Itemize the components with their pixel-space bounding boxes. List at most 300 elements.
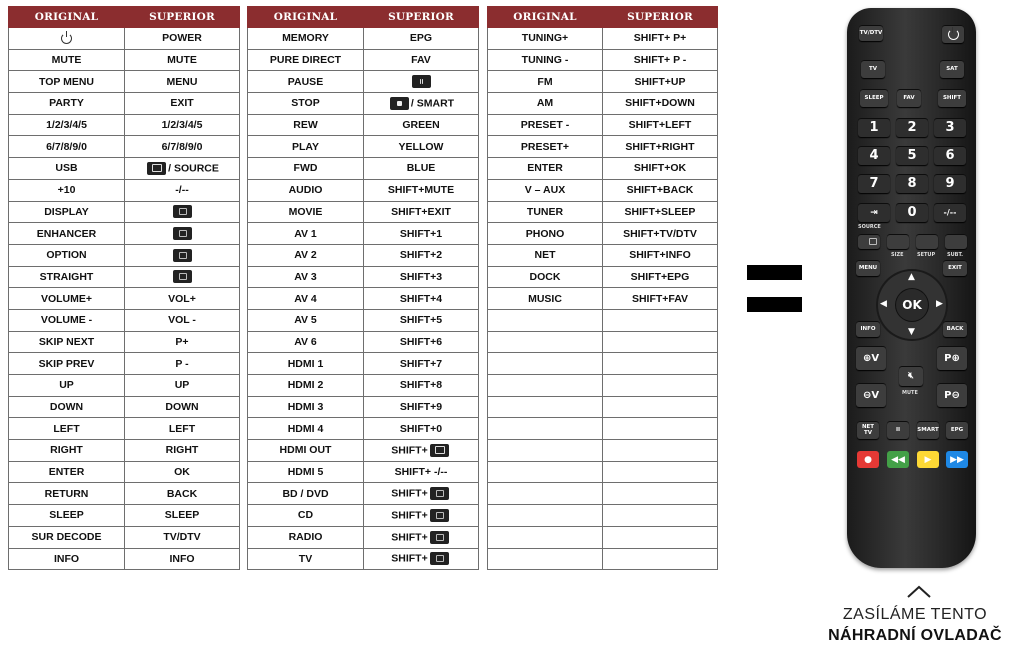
- epg-button: EPG: [946, 421, 968, 439]
- superior-cell: [603, 526, 718, 548]
- table-row: [9, 136, 240, 158]
- original-cell-text: TUNER: [526, 205, 564, 218]
- original-cell-text: TOP MENU: [38, 75, 95, 88]
- original-cell: [248, 49, 364, 71]
- superior-cell-text: TV/DTV: [163, 531, 201, 544]
- superior-cell-text: SHIFT+: [391, 487, 428, 500]
- original-cell: [488, 418, 603, 440]
- original-cell-text: ENHANCER: [36, 227, 97, 240]
- table-row: [488, 114, 718, 136]
- original-cell-text: DISPLAY: [44, 205, 89, 218]
- table-row: [248, 396, 479, 418]
- original-cell: [488, 71, 603, 93]
- superior-cell: [125, 505, 240, 527]
- original-cell: [9, 71, 125, 93]
- original-cell: [248, 353, 364, 375]
- original-cell: [248, 158, 364, 180]
- table-row: [488, 244, 718, 266]
- original-cell-text: OPTION: [46, 249, 87, 262]
- superior-cell: [364, 375, 479, 397]
- superior-cell-text: POWER: [162, 32, 202, 45]
- superior-cell: [603, 309, 718, 331]
- superior-cell: [125, 93, 240, 115]
- original-cell-text: CD: [297, 509, 314, 522]
- superior-cell-text: UP: [174, 379, 190, 392]
- original-cell-text: 6/7/8/9/0: [46, 140, 87, 153]
- pause-key-icon: [412, 75, 431, 88]
- table-row: [9, 440, 240, 462]
- table-row: [248, 266, 479, 288]
- superior-cell: [125, 483, 240, 505]
- table-row: [248, 28, 479, 50]
- superior-cell: [603, 28, 718, 50]
- original-cell-text: ENTER: [527, 162, 563, 175]
- table-row: [248, 49, 479, 71]
- superior-cell: [603, 136, 718, 158]
- table-row: [488, 526, 718, 548]
- superior-cell: [364, 93, 479, 115]
- superior-cell: [603, 158, 718, 180]
- setup-key-icon: [173, 249, 192, 262]
- table-row: [248, 244, 479, 266]
- table-row: [488, 288, 718, 310]
- table-row: [248, 179, 479, 201]
- superior-cell: [364, 201, 479, 223]
- original-cell: [488, 505, 603, 527]
- original-cell-text: PHONO: [525, 227, 565, 240]
- original-cell-text: NET: [534, 249, 556, 262]
- original-cell: [248, 440, 364, 462]
- original-cell: [248, 309, 364, 331]
- pause-button: II: [887, 421, 909, 439]
- size-key-icon: [430, 509, 449, 522]
- table-row: [488, 548, 718, 570]
- superior-cell: [603, 396, 718, 418]
- superior-cell: [125, 223, 240, 245]
- superior-cell: [125, 266, 240, 288]
- original-cell: [9, 114, 125, 136]
- dash-button: -/--: [934, 203, 966, 222]
- original-cell-text: SKIP NEXT: [38, 335, 95, 348]
- superior-cell: [125, 461, 240, 483]
- original-cell-text: HDMI 3: [287, 401, 324, 414]
- original-cell: [248, 526, 364, 548]
- fav-button: FAV: [897, 89, 921, 107]
- num-9-button: 9: [934, 174, 966, 193]
- original-cell: [248, 505, 364, 527]
- superior-cell: [125, 114, 240, 136]
- original-cell: [9, 28, 125, 50]
- menu-button: MENU: [856, 260, 880, 276]
- original-cell: [9, 223, 125, 245]
- original-cell-text: V – AUX: [524, 184, 566, 197]
- table-row: [248, 440, 479, 462]
- sat-button: SAT: [940, 60, 964, 78]
- table-row: [248, 93, 479, 115]
- display-button: [858, 234, 880, 249]
- superior-cell: [125, 201, 240, 223]
- superior-cell: [364, 28, 479, 50]
- original-cell: [248, 136, 364, 158]
- blue-button: ▶▶: [946, 451, 968, 468]
- original-cell: [488, 331, 603, 353]
- table-row: [248, 526, 479, 548]
- original-cell: [488, 375, 603, 397]
- original-cell-text: RADIO: [288, 531, 323, 544]
- superior-cell-text: SHIFT+ P -: [633, 54, 687, 67]
- sleep-button: SLEEP: [860, 89, 888, 107]
- original-cell: [248, 93, 364, 115]
- superior-cell-text: SHIFT+LEFT: [628, 119, 692, 132]
- mapping-table-1: [8, 6, 240, 570]
- original-cell: [488, 309, 603, 331]
- original-cell: [488, 223, 603, 245]
- table-row: [9, 114, 240, 136]
- original-cell-text: MUSIC: [528, 292, 562, 305]
- superior-cell: [125, 353, 240, 375]
- original-cell: [488, 526, 603, 548]
- table-row: [488, 179, 718, 201]
- superior-cell: [125, 28, 240, 50]
- remote-control-image: [847, 8, 976, 568]
- header-superior: SUPERIOR: [603, 7, 718, 28]
- superior-cell-text: SHIFT+UP: [634, 75, 686, 88]
- original-cell: [248, 114, 364, 136]
- back-button: BACK: [943, 321, 967, 337]
- original-cell-text: VOLUME+: [40, 292, 93, 305]
- caption-line-2: NÁHRADNÍ OVLADAČ: [828, 627, 1002, 644]
- table-row: [488, 483, 718, 505]
- superior-cell-text: EXIT: [170, 97, 194, 110]
- subtitle-key-icon: [430, 552, 449, 565]
- superior-cell: [603, 114, 718, 136]
- original-cell-text: AV 5: [294, 314, 317, 327]
- original-cell: [488, 483, 603, 505]
- table-row: [488, 418, 718, 440]
- table-row: [248, 136, 479, 158]
- superior-cell-text: SHIFT+8: [399, 379, 443, 392]
- original-cell-text: SKIP PREV: [38, 357, 95, 370]
- superior-cell: [603, 179, 718, 201]
- superior-cell-text: RIGHT: [165, 444, 199, 457]
- original-cell-text: PURE DIRECT: [269, 54, 342, 67]
- original-cell: [488, 114, 603, 136]
- superior-cell-text: SHIFT+1: [399, 227, 443, 240]
- superior-cell-text: / SMART: [410, 97, 455, 110]
- table-row: [9, 418, 240, 440]
- superior-cell: [125, 440, 240, 462]
- table-row: [9, 179, 240, 201]
- green-button: ◀◀: [887, 451, 909, 468]
- superior-cell-text: 6/7/8/9/0: [161, 140, 203, 153]
- table-row: [488, 71, 718, 93]
- superior-cell: [603, 483, 718, 505]
- superior-cell: [125, 331, 240, 353]
- table-row: [9, 158, 240, 180]
- table-row: [9, 266, 240, 288]
- power-icon: [948, 29, 959, 40]
- original-cell: [488, 93, 603, 115]
- down-arrow-icon: ▼: [908, 327, 915, 337]
- source-icon: [147, 162, 166, 175]
- superior-cell-text: P+: [175, 335, 189, 348]
- superior-cell: [125, 158, 240, 180]
- superior-cell-text: SHIFT+5: [399, 314, 443, 327]
- original-cell-text: STOP: [291, 97, 320, 110]
- original-cell-text: AV 1: [294, 227, 317, 240]
- superior-cell: [603, 223, 718, 245]
- mute-button: [899, 366, 923, 386]
- original-cell: [248, 331, 364, 353]
- original-cell: [9, 266, 125, 288]
- up-arrow-icon: ▲: [908, 272, 915, 282]
- original-cell: [9, 288, 125, 310]
- superior-cell: [364, 483, 479, 505]
- table-row: [9, 244, 240, 266]
- superior-cell: [603, 266, 718, 288]
- original-cell: [248, 548, 364, 570]
- num-4-button: 4: [858, 146, 890, 165]
- original-cell: [9, 353, 125, 375]
- net-tv-button: NET TV: [857, 421, 879, 439]
- superior-cell-text: SHIFT+0: [399, 422, 443, 435]
- table-row: [488, 396, 718, 418]
- original-cell: [248, 223, 364, 245]
- original-cell-text: DOCK: [529, 270, 561, 283]
- original-cell: [248, 179, 364, 201]
- original-cell-text: HDMI 1: [287, 357, 324, 370]
- superior-cell-text: SHIFT+3: [399, 270, 443, 283]
- superior-cell: [125, 548, 240, 570]
- original-cell: [9, 49, 125, 71]
- chevron-up-icon: [906, 585, 932, 599]
- header-original: ORIGINAL: [248, 7, 364, 28]
- superior-cell: [603, 461, 718, 483]
- original-cell-text: HDMI OUT: [279, 444, 332, 457]
- source-button: [858, 203, 890, 222]
- info-button: INFO: [856, 321, 880, 337]
- original-cell-text: INFO: [53, 552, 80, 565]
- original-cell: [248, 266, 364, 288]
- superior-cell: [364, 526, 479, 548]
- setup-key-icon: [430, 531, 449, 544]
- original-cell: [9, 505, 125, 527]
- original-cell: [9, 201, 125, 223]
- table-row: [9, 461, 240, 483]
- original-cell: [488, 201, 603, 223]
- table-row: [248, 353, 479, 375]
- num-1-button: 1: [858, 118, 890, 137]
- original-cell: [488, 136, 603, 158]
- superior-cell: [364, 244, 479, 266]
- original-cell-text: STRAIGHT: [39, 270, 94, 283]
- superior-cell: [364, 114, 479, 136]
- smart-button: SMART: [917, 421, 939, 439]
- red-button: ●: [857, 451, 879, 468]
- table-row: [488, 136, 718, 158]
- table-row: [248, 548, 479, 570]
- superior-cell-text: SHIFT+7: [399, 357, 443, 370]
- original-cell: [488, 461, 603, 483]
- size-button: [887, 234, 909, 249]
- superior-cell: [364, 49, 479, 71]
- superior-cell-text: SLEEP: [164, 509, 200, 522]
- original-cell-text: MOVIE: [288, 205, 323, 218]
- table-row: [9, 505, 240, 527]
- original-cell-text: AV 2: [294, 249, 317, 262]
- superior-cell: [364, 331, 479, 353]
- superior-cell-text: SHIFT+OK: [633, 162, 687, 175]
- superior-cell: [364, 396, 479, 418]
- superior-cell: [603, 418, 718, 440]
- table-row: [488, 28, 718, 50]
- original-cell-text: VOLUME -: [40, 314, 93, 327]
- superior-cell: [125, 309, 240, 331]
- original-cell-text: ENTER: [48, 466, 85, 479]
- superior-cell-text: VOL+: [168, 292, 196, 305]
- header-original: ORIGINAL: [9, 7, 125, 28]
- original-cell-text: REW: [293, 119, 318, 132]
- mapping-table-3: [487, 6, 718, 570]
- stop-key-icon: [390, 97, 409, 110]
- table-row: [248, 483, 479, 505]
- table-row: [9, 375, 240, 397]
- left-arrow-icon: ◀: [880, 299, 887, 309]
- original-cell: [248, 201, 364, 223]
- table-row: [9, 396, 240, 418]
- source-icon: [430, 444, 449, 457]
- mapping-table-2: [247, 6, 479, 570]
- superior-cell-text: DOWN: [165, 401, 199, 414]
- yellow-button: ▶: [917, 451, 939, 468]
- superior-cell: [364, 505, 479, 527]
- superior-cell: [364, 288, 479, 310]
- original-cell-text: AM: [536, 97, 554, 110]
- original-cell-text: AV 4: [294, 292, 317, 305]
- superior-cell: [603, 375, 718, 397]
- superior-cell-text: SHIFT+: [391, 530, 428, 543]
- superior-cell: [603, 71, 718, 93]
- source-icon: ⇥: [870, 207, 878, 218]
- superior-cell-text: SHIFT+DOWN: [625, 97, 695, 110]
- table-row: [488, 505, 718, 527]
- superior-cell-text: INFO: [169, 552, 195, 565]
- superior-cell: [364, 71, 479, 93]
- header-superior: SUPERIOR: [364, 7, 479, 28]
- original-cell-text: PAUSE: [287, 75, 324, 88]
- superior-cell-text: EPG: [409, 32, 433, 45]
- original-cell-text: HDMI 5: [287, 466, 324, 479]
- subt-label: SUBT.: [947, 252, 964, 258]
- original-cell-text: FM: [537, 75, 553, 88]
- superior-cell-text: SHIFT+MUTE: [387, 184, 455, 197]
- superior-cell: [603, 505, 718, 527]
- original-cell-text: AV 3: [294, 270, 317, 283]
- original-cell-text: PRESET+: [520, 140, 570, 153]
- source-label: SOURCE: [858, 224, 881, 230]
- table-row: [488, 201, 718, 223]
- table-row: [9, 331, 240, 353]
- original-cell-text: HDMI 2: [287, 379, 324, 392]
- original-cell-text: TUNING -: [521, 54, 569, 67]
- table-row: [488, 93, 718, 115]
- num-5-button: 5: [896, 146, 928, 165]
- superior-cell: [603, 331, 718, 353]
- table-row: [248, 158, 479, 180]
- num-2-button: 2: [896, 118, 928, 137]
- original-cell: [9, 418, 125, 440]
- original-cell: [488, 548, 603, 570]
- header-superior: SUPERIOR: [125, 7, 240, 28]
- original-cell-text: TV: [298, 552, 313, 565]
- superior-cell-text: SHIFT+EXIT: [391, 205, 451, 218]
- original-cell: [9, 375, 125, 397]
- original-cell: [9, 136, 125, 158]
- superior-cell: [125, 179, 240, 201]
- original-cell-text: MUTE: [51, 54, 82, 67]
- superior-cell: [125, 375, 240, 397]
- table-row: [488, 461, 718, 483]
- original-cell-text: RIGHT: [50, 444, 83, 457]
- original-cell-text: RETURN: [44, 487, 89, 500]
- size-label: SIZE: [891, 252, 904, 258]
- tvdtv-button: TV/DTV: [859, 25, 883, 41]
- original-cell: [9, 526, 125, 548]
- superior-cell: [125, 49, 240, 71]
- superior-cell: [364, 440, 479, 462]
- superior-cell: [125, 288, 240, 310]
- table-row: [9, 288, 240, 310]
- table-row: [248, 375, 479, 397]
- table-row: [9, 309, 240, 331]
- superior-cell-text: SHIFT+EPG: [630, 270, 690, 283]
- original-cell-text: HDMI 4: [287, 422, 324, 435]
- header-original: ORIGINAL: [488, 7, 603, 28]
- equals-bar-bottom: [747, 297, 802, 312]
- table-row: [248, 288, 479, 310]
- superior-cell: [364, 418, 479, 440]
- table-row: [248, 71, 479, 93]
- table-row: [248, 223, 479, 245]
- table-row: [248, 201, 479, 223]
- superior-cell-text: SHIFT+4: [399, 292, 443, 305]
- original-cell: [248, 244, 364, 266]
- superior-cell: [364, 266, 479, 288]
- num-7-button: 7: [858, 174, 890, 193]
- superior-cell: [125, 136, 240, 158]
- num-6-button: 6: [934, 146, 966, 165]
- original-cell-text: BD / DVD: [282, 487, 329, 500]
- superior-cell-text: 1/2/3/4/5: [161, 119, 203, 132]
- original-cell: [248, 71, 364, 93]
- superior-cell: [603, 49, 718, 71]
- num-3-button: 3: [934, 118, 966, 137]
- size-key-icon: [173, 227, 192, 240]
- superior-cell-text: -/--: [175, 184, 189, 197]
- superior-cell-text: FAV: [411, 54, 431, 67]
- superior-cell: [364, 461, 479, 483]
- table-row: [248, 114, 479, 136]
- original-cell: [488, 28, 603, 50]
- original-cell: [9, 179, 125, 201]
- superior-cell: [125, 244, 240, 266]
- table-row: [488, 440, 718, 462]
- original-cell: [488, 179, 603, 201]
- original-cell: [248, 375, 364, 397]
- table-row: [488, 331, 718, 353]
- num-8-button: 8: [896, 174, 928, 193]
- superior-cell: [364, 179, 479, 201]
